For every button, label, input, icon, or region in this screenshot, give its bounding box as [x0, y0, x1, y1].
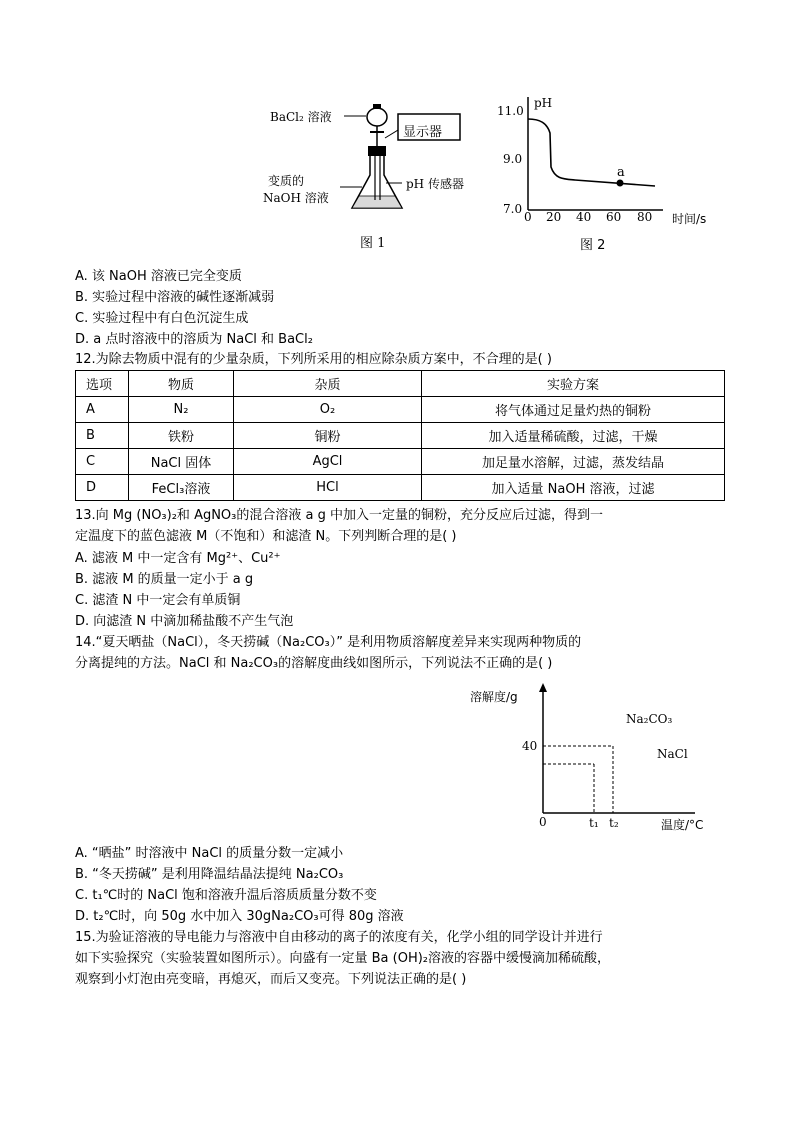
q14-option-c: C. t₁℃时的 NaCl 饱和溶液升温后溶质质量分数不变	[75, 888, 377, 903]
xtick-60: 60	[606, 210, 622, 224]
q14-option-a: A. “晒盐” 时溶液中 NaCl 的质量分数一定减小	[75, 846, 344, 861]
naoh-label-line1: 变质的	[268, 174, 305, 188]
header-impurity: 杂质	[234, 371, 422, 397]
figure-1-caption: 图 1	[360, 236, 386, 251]
header-option: 选项	[76, 371, 129, 397]
q11-option-c: C. 实验过程中有白色沉淀生成	[75, 311, 249, 326]
xtick-0: 0	[524, 210, 532, 224]
table-header-row	[76, 371, 725, 397]
cell-impurity: AgCl	[234, 449, 422, 475]
bacl2-solution-label: BaCl₂ 溶液	[270, 110, 332, 124]
cell-option: B	[76, 423, 129, 449]
apparatus-diagram	[262, 80, 492, 240]
xtick-20: 20	[546, 210, 562, 224]
t1-label: t₁	[589, 816, 599, 830]
point-a-marker	[617, 180, 624, 187]
origin-label: 0	[539, 815, 547, 829]
cell-impurity: O₂	[234, 397, 422, 423]
q15-line1: 15.为验证溶液的导电能力与溶液中自由移动的离子的浓度有关，化学小组的同学设计并进行	[75, 930, 603, 945]
cell-substance: N₂	[129, 397, 234, 423]
cell-method: 加入适量稀硫酸，过滤，干燥	[422, 423, 725, 449]
solubility-axis-label: 溶解度/g	[470, 690, 518, 704]
table-row	[76, 449, 725, 475]
table-row	[76, 423, 725, 449]
ph-sensor-label: pH 传感器	[406, 177, 464, 191]
q13-option-b: B. 滤液 M 的质量一定小于 a g	[75, 572, 254, 587]
table-row	[76, 475, 725, 501]
display-label: 显示器	[403, 125, 443, 140]
na2co3-series-label: Na₂CO₃	[626, 712, 673, 726]
ytick-9: 9.0	[503, 152, 523, 166]
cell-option: C	[76, 449, 129, 475]
cell-substance: NaCl 固体	[129, 449, 234, 475]
point-a-label: a	[617, 165, 625, 180]
xtick-40: 40	[576, 210, 592, 224]
cell-option: A	[76, 397, 129, 423]
q13-option-c: C. 滤渣 N 中一定会有单质铜	[75, 593, 241, 608]
cell-option: D	[76, 475, 129, 501]
cell-method: 将气体通过足量灼热的铜粉	[422, 397, 725, 423]
ytick-40: 40	[522, 739, 538, 753]
figure-2-caption: 图 2	[580, 238, 606, 253]
q14-stem-line1: 14.“夏天晒盐（NaCl），冬天捞碱（Na₂CO₃）” 是利用物质溶解度差异来实现两种物质的	[75, 635, 582, 650]
q14-option-d: D. t₂℃时，向 50g 水中加入 30gNa₂CO₃可得 80g 溶液	[75, 909, 404, 924]
cell-method: 加入适量 NaOH 溶液，过滤	[422, 475, 725, 501]
ytick-7: 7.0	[503, 202, 523, 216]
cell-method: 加足量水溶解，过滤，蒸发结晶	[422, 449, 725, 475]
temperature-axis-label: 温度/°C	[661, 818, 704, 832]
ph-axis-label: pH	[534, 96, 553, 110]
q13-stem-line1: 13.向 Mg (NO₃)₂和 AgNO₃的混合溶液 a g 中加入一定量的铜粉，充分反应后过滤，得到一	[75, 508, 603, 523]
cell-impurity: HCl	[234, 475, 422, 501]
q11-option-d: D. a 点时溶液中的溶质为 NaCl 和 BaCl₂	[75, 332, 313, 347]
q13-option-a: A. 滤液 M 中一定含有 Mg²⁺、Cu²⁺	[75, 551, 281, 566]
q13-stem-line2: 定温度下的蓝色滤液 M（不饱和）和滤渣 N。下列判断合理的是( )	[75, 529, 457, 544]
q13-option-d: D. 向滤渣 N 中滴加稀盐酸不产生气泡	[75, 614, 294, 629]
cell-substance: FeCl₃溶液	[129, 475, 234, 501]
q15-line3: 观察到小灯泡由亮变暗，再熄灭，而后又变亮。下列说法正确的是( )	[75, 972, 467, 987]
cell-substance: 铁粉	[129, 423, 234, 449]
ytick-11: 11.0	[497, 104, 524, 118]
q12-table	[75, 370, 725, 501]
t2-label: t₂	[609, 816, 619, 830]
q14-stem-line2: 分离提纯的方法。NaCl 和 Na₂CO₃的溶解度曲线如图所示，下列说法不正确的是( )	[75, 656, 553, 671]
xtick-80: 80	[637, 210, 653, 224]
q14-option-b: B. “冬天捞碱” 是利用降温结晶法提纯 Na₂CO₃	[75, 867, 344, 882]
q11-option-b: B. 实验过程中溶液的碱性逐渐减弱	[75, 290, 275, 305]
nacl-series-label: NaCl	[657, 747, 688, 761]
naoh-label-line2: NaOH 溶液	[263, 191, 329, 205]
table-row	[76, 397, 725, 423]
header-method: 实验方案	[422, 371, 725, 397]
time-axis-label: 时间/s	[672, 212, 707, 226]
q11-option-a: A. 该 NaOH 溶液已完全变质	[75, 269, 242, 284]
q12-stem: 12.为除去物质中混有的少量杂质，下列所采用的相应除杂质方案中，不合理的是( )	[75, 352, 552, 367]
cell-impurity: 铜粉	[234, 423, 422, 449]
header-substance: 物质	[129, 371, 234, 397]
q15-line2: 如下实验探究（实验装置如图所示）。向盛有一定量 Ba (OH)₂溶液的容器中缓慢滴加稀硫酸，	[75, 951, 611, 966]
